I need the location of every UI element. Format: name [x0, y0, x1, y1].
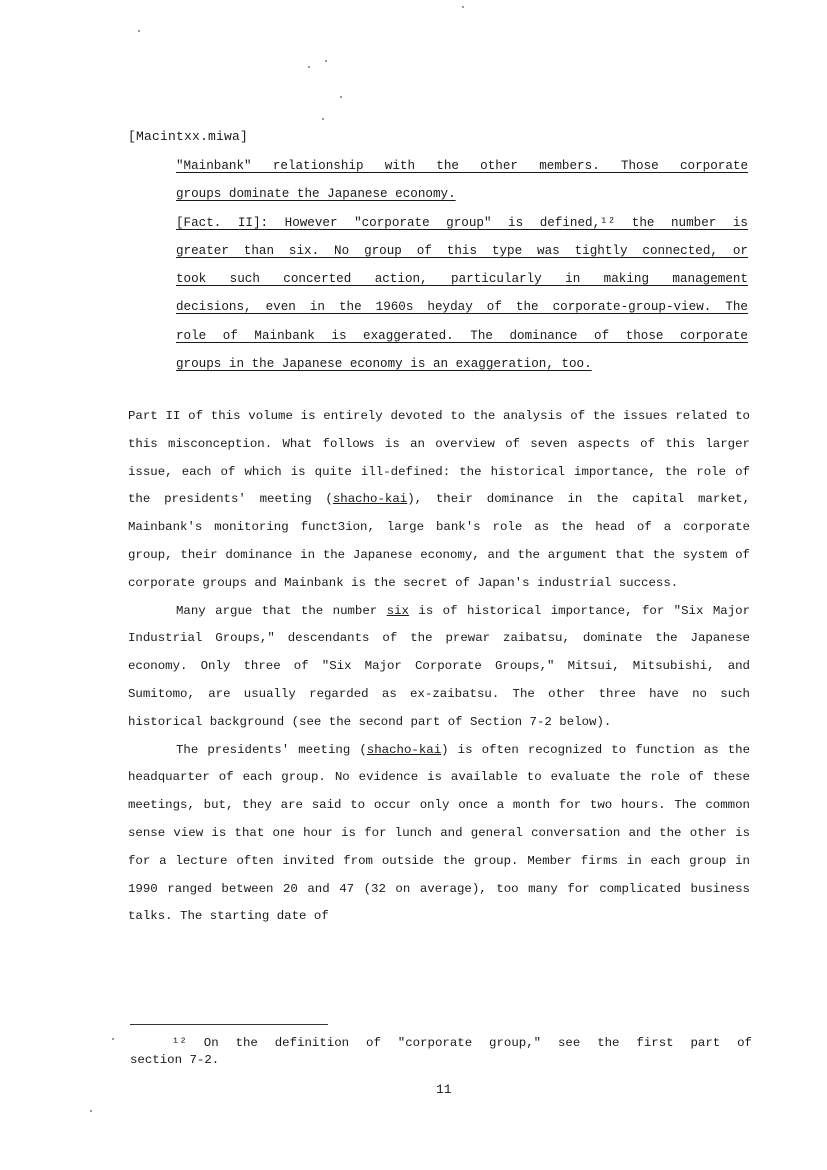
- scan-speck: [462, 6, 464, 8]
- page-number: 11: [436, 1082, 452, 1097]
- quote-line: groups in the Japanese economy is an exaggeration, too.: [176, 357, 592, 372]
- emphasis-term: shacho-kai: [332, 492, 408, 507]
- text-run: Part II of this volume is entirely devoted to the analysis of the issues related to this misconception. What follows is an overview of seven aspects of this larger issue, each of which is quite ill-defined: the historical importance, the role of the presidents' meeting (: [128, 409, 750, 507]
- scan-speck: [340, 96, 342, 98]
- text-run: The presidents' meeting (: [176, 742, 367, 757]
- quote-line: role of Mainbank is exaggerated. The dominance of those corporate: [176, 328, 748, 343]
- text-run: ), their dominance in the capital market, Mainbank's monitoring funct3ion, large bank's role as the head of a corporate group, their dominance in the Japanese economy, and the argument that the system of corporate groups and Mainbank is the secret of Japan's industrial success.: [128, 492, 751, 590]
- text-run: Many argue that the number: [176, 603, 387, 618]
- scan-speck: [308, 66, 310, 68]
- quote-line: decisions, even in the 1960s heyday of the corporate-group-view. The: [176, 300, 748, 315]
- scan-speck: [138, 30, 140, 32]
- scan-speck: [325, 60, 327, 62]
- quoted-block: [176, 152, 748, 378]
- quote-line: took such concerted action, particularly in making management: [176, 272, 748, 287]
- footnote-rule: [130, 1024, 328, 1025]
- text-run: ) is often recognized to function as the headquarter of each group. No evidence is available to evaluate the role of these meetings, but, they are said to occur only once a month for two hours. The common sense view is that one hour is for lunch and general conversation and the other is for a lecture often invited from outside the group. Member firms in each group in 1990 ranged between 20 and 47 (32 on average), too many for complicated business talks. The starting date of: [128, 742, 750, 924]
- footnote-line: section 7-2.: [130, 1053, 220, 1067]
- scan-speck: [112, 1038, 114, 1040]
- quote-line: groups dominate the Japanese economy.: [176, 187, 456, 202]
- paragraph: [128, 403, 750, 598]
- quote-line: "Mainbank" relationship with the other members. Those corporate: [176, 159, 748, 173]
- quote-line: [Fact. II]: However "corporate group" is defined,¹² the number is: [176, 215, 748, 230]
- emphasis-term: six: [386, 603, 409, 618]
- file-header: [Macintxx.miwa]: [128, 129, 249, 144]
- body-text: [128, 403, 750, 931]
- paragraph: [128, 598, 750, 737]
- footnote: [130, 1035, 752, 1069]
- text-run: is of historical importance, for "Six Major Industrial Groups," descendants of the prewar zaibatsu, dominate the Japanese economy. Only three of "Six Major Corporate Groups," Mitsui, Mitsubishi, and Sumitomo, are usually regarded as ex-zaibatsu. The other three have no such historical background (see the second part of Section 7-2 below).: [128, 603, 751, 729]
- scan-speck: [90, 1110, 92, 1112]
- quote-line: greater than six. No group of this type was tightly connected, or: [176, 243, 748, 258]
- emphasis-term: shacho-kai: [366, 742, 442, 757]
- footnote-line: ¹² On the definition of "corporate group," see the first part of: [172, 1036, 752, 1050]
- paragraph: [128, 737, 750, 932]
- scan-speck: [322, 118, 324, 120]
